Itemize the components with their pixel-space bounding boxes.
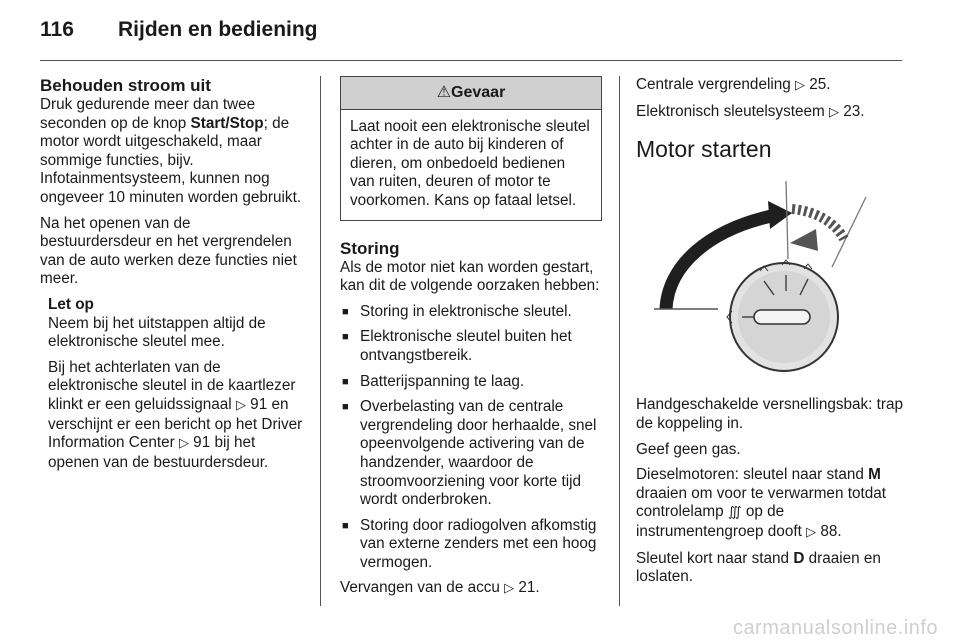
glow-plug-icon: ∭ [727, 505, 742, 521]
list-item: ■ Elektronische sleutel buiten het ontvangstbereik. [340, 328, 602, 365]
ignition-illustration [636, 171, 904, 387]
reference-arrow-icon: ▷ [504, 581, 515, 597]
section-heading-power: Behouden stroom uit [40, 76, 211, 95]
note-text-1: Neem bij het uitstappen altijd de elektronische sleutel mee. [48, 314, 266, 351]
ignition-switch-diagram [636, 171, 902, 381]
danger-box [340, 76, 602, 221]
reference-arrow-icon: ▷ [235, 397, 246, 413]
column-1 [40, 76, 306, 479]
list-item: ■ Overbelasting van de centrale vergrendeling door herhaalde, snel opeenvolgende activering van de handzender, waardoor de stroomvoorziening voor korte tijd wordt onderbroken. [340, 398, 602, 510]
page-number: 116 [40, 18, 74, 41]
chapter-title: Rijden en bediening [118, 18, 318, 41]
header-rule [40, 60, 902, 61]
battery-reference: Vervangen van de accu ▷ 21. [340, 579, 540, 597]
central-locking-reference: Centrale vergrendeling ▷ 25. [636, 76, 831, 93]
step-no-gas: Geef geen gas. [636, 440, 741, 458]
column-3 [636, 76, 904, 594]
note-text-2: Bij het achterlaten van de elektronische sleutel in de kaartlezer klinkt er een geluidssignaal ▷ 91 en verschijnt er een bericht op het Driver Information Center ▷ 91 bij het openen van de bestuurdersdeur. [48, 358, 303, 471]
reference-arrow-icon: ▷ [178, 436, 189, 452]
page-header [40, 18, 318, 42]
list-item: ■ Storing in elektronische sleutel. [340, 303, 602, 322]
list-item: ■ Batterijspanning te laag. [340, 373, 602, 392]
position-d-label: D [793, 549, 805, 567]
reference-arrow-icon: ▷ [829, 104, 839, 120]
key-system-reference: Elektronisch sleutelsysteem ▷ 23. [636, 102, 865, 120]
note-block [40, 296, 306, 472]
malfunction-intro: Als de motor niet kan worden gestart, kan dit de volgende oorzaken hebben: [340, 258, 600, 295]
column-2 [340, 76, 602, 606]
paragraph-door: Na het openen van de bestuurdersdeur en het vergrendelen van de auto werken deze functies niet meer. [40, 214, 297, 288]
note-title: Let op [48, 295, 94, 313]
reference-arrow-icon: ▷ [806, 524, 817, 540]
cause-list [340, 303, 602, 573]
reference-arrow-icon: ▷ [795, 78, 806, 93]
watermark: carmanualsonline.info [732, 617, 938, 639]
list-item: ■ Storing door radiogolven afkomstig van externe zenders met een hoog vermogen. [340, 517, 602, 573]
start-stop-label: Start/Stop [190, 114, 264, 132]
column-divider-2 [619, 76, 620, 606]
step-turn-key: Sleutel kort naar stand D draaien en loslaten. [636, 549, 881, 586]
section-heading-malfunction: Storing [340, 238, 400, 258]
danger-text: Laat nooit een elektronische sleutel achter in de auto bij kinderen of dieren, om onbedoeld bedienen van ruiten, deuren of motor te voorkomen. Kans op fataal letsel. [350, 117, 590, 209]
step-clutch: Handgeschakelde versnellingsbak: trap de koppeling in. [636, 396, 904, 432]
paragraph-start-stop: Druk gedurende meer dan twee seconden op de knop Start/Stop; de motor wordt uitgeschakeld, maar sommige functies, bijv. Infotainmentsysteem, kunnen nog ongeveer 10 minuten worden gebruikt. [40, 96, 302, 206]
step-diesel: Dieselmotoren: sleutel naar stand M draaien om voor te verwarmen totdat controlelamp ∭ op de instrumentengroep dooft ▷ 88. [636, 466, 886, 540]
danger-header [341, 77, 601, 110]
column-divider-1 [320, 76, 321, 606]
section-heading-start: Motor starten [636, 136, 772, 163]
position-m-label: M [868, 466, 881, 484]
danger-title: Gevaar [451, 84, 506, 101]
warning-triangle-icon: ⚠ [436, 84, 452, 101]
